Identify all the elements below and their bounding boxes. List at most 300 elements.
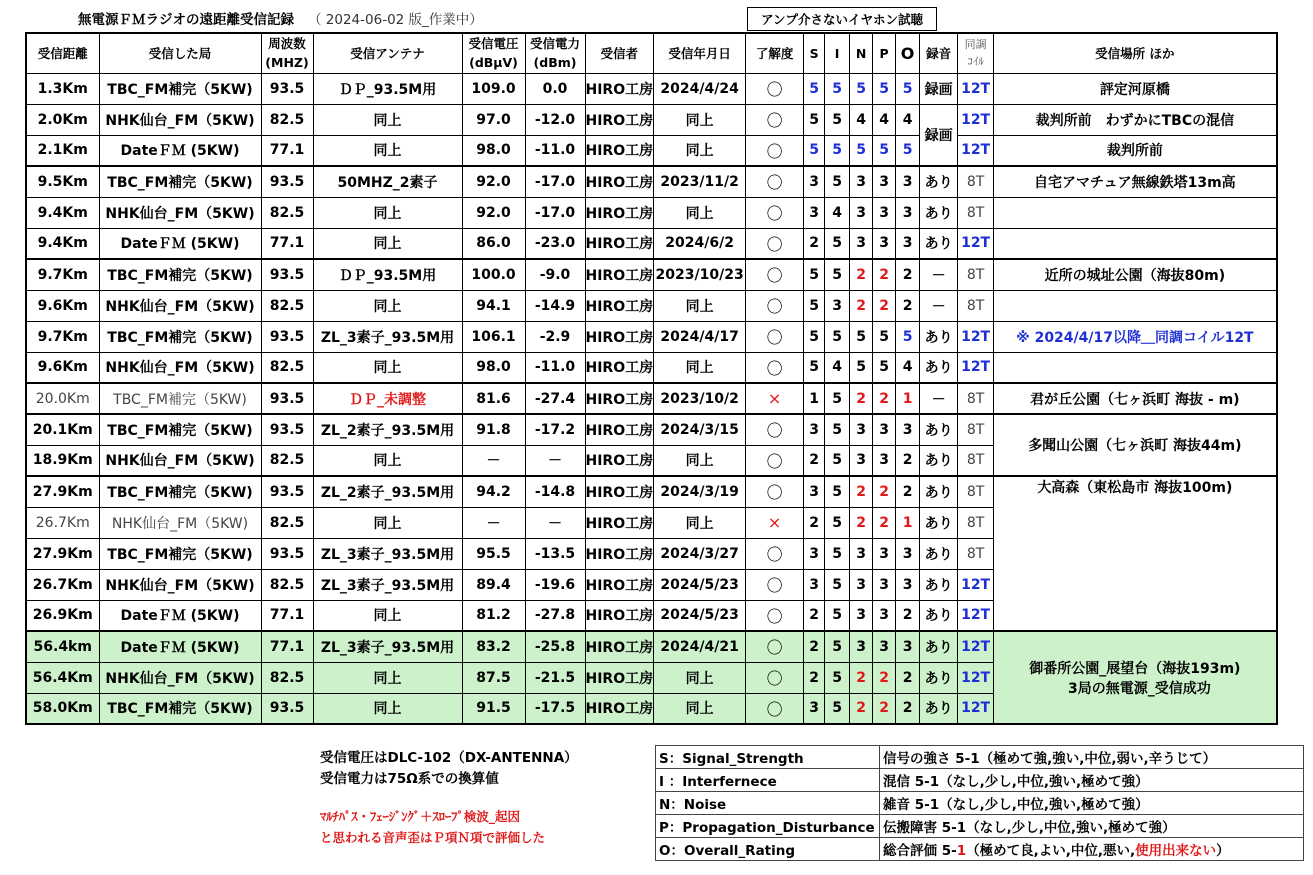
cell-coil: 8T: [958, 259, 994, 290]
cell-score-o: 2: [896, 600, 920, 631]
table-row: [26, 228, 1277, 259]
cell-voltage: 89.4: [462, 569, 525, 600]
version-text: （ 2024-06-02 版_作業中）: [308, 12, 483, 28]
legend-desc: 伝搬障害 5-1（なし,少し,中位,強い,極めて強）: [880, 815, 1304, 838]
cell-frequency: 77.1: [261, 600, 313, 631]
cell-score-s: 2: [804, 507, 825, 538]
cell-place: 君が丘公園（七ヶ浜町 海抜 - m): [994, 383, 1277, 414]
cell-score-i: 3: [825, 290, 850, 321]
cell-score-n: 5: [850, 321, 873, 352]
cell-score-p: 3: [873, 631, 896, 662]
legend-key: S：Signal_Strength: [656, 746, 880, 769]
cell-frequency: 82.5: [261, 445, 313, 476]
cell-station: NHK仙台_FM（5KW): [99, 445, 261, 476]
cell-receiver: HIRO工房: [585, 600, 654, 631]
cell-score-o: 2: [896, 693, 920, 724]
cell-power: -11.0: [525, 352, 585, 383]
cell-clarity: 〇: [746, 166, 804, 197]
cell-clarity: 〇: [746, 476, 804, 507]
cell-receiver: HIRO工房: [585, 631, 654, 662]
cell-score-o: 5: [896, 321, 920, 352]
cell-coil: 12T: [958, 569, 994, 600]
cell-score-n: 2: [850, 259, 873, 290]
cell-voltage: 92.0: [462, 197, 525, 228]
cell-distance: 20.1Km: [26, 414, 99, 445]
cell-power: -14.8: [525, 476, 585, 507]
cell-clarity: 〇: [746, 569, 804, 600]
cell-score-o: 2: [896, 662, 920, 693]
cell-score-s: 3: [804, 538, 825, 569]
cell-recording: あり: [920, 569, 958, 600]
place-line: 3局の無電源_受信成功: [1067, 680, 1211, 697]
cell-clarity: 〇: [746, 259, 804, 290]
cell-antenna: 同上: [313, 104, 462, 135]
cell-score-n: 5: [850, 135, 873, 166]
cell-voltage: －: [462, 507, 525, 538]
cell-receiver: HIRO工房: [585, 538, 654, 569]
cell-date: 同上: [654, 693, 746, 724]
cell-place: ※ 2024/4/17以降＿同調コイル12T: [994, 321, 1277, 352]
cell-coil: 12T: [958, 73, 994, 104]
cell-score-n: 3: [850, 631, 873, 662]
hdr-place: 受信場所 ほか: [994, 33, 1277, 73]
cell-voltage: 106.1: [462, 321, 525, 352]
cell-recording: －: [920, 259, 958, 290]
cell-score-s: 3: [804, 569, 825, 600]
cell-station: TBC_FM補完（5KW): [99, 538, 261, 569]
cell-score-i: 4: [825, 197, 850, 228]
cell-receiver: HIRO工房: [585, 383, 654, 414]
cell-receiver: HIRO工房: [585, 321, 654, 352]
cell-score-n: 3: [850, 414, 873, 445]
cell-score-o: 3: [896, 538, 920, 569]
note-line-3: ﾏﾙﾁﾊﾟｽ・ﾌｪｰｼﾞﾝｸﾞ＋ｽﾛｰﾌﾟ検波_起因: [320, 809, 521, 824]
cell-station: TBC_FM補完（5KW): [99, 414, 261, 445]
cell-distance: 2.1Km: [26, 135, 99, 166]
cell-power: -17.2: [525, 414, 585, 445]
cell-score-p: 2: [873, 383, 896, 414]
cell-station: DateＦＭ (5KW): [99, 228, 261, 259]
table-row: [26, 73, 1277, 104]
cell-power: -19.6: [525, 569, 585, 600]
cell-antenna: 同上: [313, 135, 462, 166]
cell-power: -11.0: [525, 135, 585, 166]
table-row: [26, 290, 1277, 321]
cell-power: -12.0: [525, 104, 585, 135]
cell-voltage: 87.5: [462, 662, 525, 693]
hdr-volt: 受信電圧 (dBμV): [462, 33, 525, 73]
cell-date: 同上: [654, 104, 746, 135]
table-row: [26, 414, 1277, 445]
cell-clarity: 〇: [746, 414, 804, 445]
cell-place: [994, 228, 1277, 259]
cell-station: TBC_FM補完（5KW): [99, 321, 261, 352]
cell-power: －: [525, 507, 585, 538]
table-row: [26, 104, 1277, 135]
cell-score-s: 5: [804, 135, 825, 166]
cell-frequency: 93.5: [261, 383, 313, 414]
legend-key: P：Propagation_Disturbance: [656, 815, 880, 838]
cell-recording: あり: [920, 321, 958, 352]
cell-station: NHK仙台_FM（5KW): [99, 507, 261, 538]
cell-coil: 8T: [958, 290, 994, 321]
table-row: [26, 321, 1277, 352]
cell-score-i: 5: [825, 383, 850, 414]
cell-frequency: 93.5: [261, 73, 313, 104]
cell-station: TBC_FM補完（5KW): [99, 73, 261, 104]
cell-power: -25.8: [525, 631, 585, 662]
cell-frequency: 77.1: [261, 228, 313, 259]
cell-score-n: 3: [850, 445, 873, 476]
cell-clarity: 〇: [746, 693, 804, 724]
title-text: 無電源ＦＭラジオの遠距離受信記録: [78, 12, 294, 28]
cell-score-p: 3: [873, 600, 896, 631]
cell-antenna: ＤＰ_93.5M用: [313, 73, 462, 104]
cell-score-i: 5: [825, 538, 850, 569]
hdr-n: N: [850, 33, 873, 73]
cell-score-s: 3: [804, 414, 825, 445]
legend-row: [656, 838, 1304, 861]
cell-score-i: 5: [825, 228, 850, 259]
cell-clarity: 〇: [746, 290, 804, 321]
cell-date: 同上: [654, 507, 746, 538]
hdr-receiver: 受信者: [585, 33, 654, 73]
cell-score-o: 3: [896, 197, 920, 228]
cell-receiver: HIRO工房: [585, 507, 654, 538]
cell-coil: 12T: [958, 135, 994, 166]
cell-receiver: HIRO工房: [585, 569, 654, 600]
cell-frequency: 93.5: [261, 259, 313, 290]
legend-table: [655, 745, 1304, 861]
cell-score-p: 5: [873, 135, 896, 166]
cell-score-i: 5: [825, 600, 850, 631]
cell-distance: 9.7Km: [26, 259, 99, 290]
cell-antenna: ZL_2素子_93.5M用: [313, 414, 462, 445]
cell-score-n: 3: [850, 569, 873, 600]
cell-score-s: 5: [804, 352, 825, 383]
cell-station: TBC_FM補完（5KW): [99, 383, 261, 414]
note-line-1: 受信電圧はDLC-102（DX-ANTENNA）: [320, 750, 578, 766]
cell-distance: 1.3Km: [26, 73, 99, 104]
cell-clarity: 〇: [746, 104, 804, 135]
cell-score-o: 4: [896, 352, 920, 383]
table-row: [26, 197, 1277, 228]
cell-frequency: 82.5: [261, 197, 313, 228]
cell-antenna: 同上: [313, 197, 462, 228]
cell-score-i: 5: [825, 507, 850, 538]
cell-score-s: 2: [804, 631, 825, 662]
cell-score-i: 5: [825, 445, 850, 476]
cell-coil: 12T: [958, 104, 994, 135]
cell-date: 2023/11/2: [654, 166, 746, 197]
cell-distance: 26.7Km: [26, 507, 99, 538]
amp-header: アンプ介さないイヤホン試聴: [747, 7, 937, 31]
cell-coil: 12T: [958, 352, 994, 383]
cell-receiver: HIRO工房: [585, 104, 654, 135]
cell-score-p: 3: [873, 197, 896, 228]
notes-block: [320, 748, 578, 848]
cell-antenna: 同上: [313, 228, 462, 259]
cell-place: 自宅アマチュア無線鉄塔13m高: [994, 166, 1277, 197]
cell-frequency: 82.5: [261, 507, 313, 538]
legend-row: [656, 792, 1304, 815]
page-title: [78, 8, 483, 28]
cell-recording: あり: [920, 414, 958, 445]
cell-voltage: 86.0: [462, 228, 525, 259]
cell-distance: 9.5Km: [26, 166, 99, 197]
cell-score-o: 4: [896, 104, 920, 135]
cell-voltage: 83.2: [462, 631, 525, 662]
cell-power: －: [525, 445, 585, 476]
cell-score-s: 5: [804, 73, 825, 104]
cell-recording: あり: [920, 166, 958, 197]
cell-place: 多聞山公園（七ヶ浜町 海抜44m): [994, 414, 1277, 476]
cell-score-p: 2: [873, 662, 896, 693]
table-row: [26, 259, 1277, 290]
cell-receiver: HIRO工房: [585, 290, 654, 321]
cell-antenna: ZL_3素子_93.5M用: [313, 321, 462, 352]
cell-voltage: 97.0: [462, 104, 525, 135]
cell-clarity: 〇: [746, 538, 804, 569]
cell-place: 評定河原橋: [994, 73, 1277, 104]
cell-score-o: 3: [896, 414, 920, 445]
cell-coil: 12T: [958, 693, 994, 724]
cell-date: 同上: [654, 662, 746, 693]
cell-distance: 27.9Km: [26, 538, 99, 569]
cell-score-s: 2: [804, 445, 825, 476]
cell-receiver: HIRO工房: [585, 693, 654, 724]
cell-date: 2024/5/23: [654, 569, 746, 600]
cell-antenna: ZL_3素子_93.5M用: [313, 631, 462, 662]
cell-coil: 8T: [958, 507, 994, 538]
cell-place: 裁判所前 わずかにTBCの混信: [994, 104, 1277, 135]
cell-place: 大高森（東松島市 海抜100m): [994, 476, 1277, 631]
cell-frequency: 77.1: [261, 631, 313, 662]
cell-frequency: 82.5: [261, 104, 313, 135]
cell-score-i: 5: [825, 259, 850, 290]
cell-recording: あり: [920, 538, 958, 569]
cell-recording: あり: [920, 352, 958, 383]
cell-power: -27.4: [525, 383, 585, 414]
cell-antenna: ZL_3素子_93.5M用: [313, 569, 462, 600]
cell-distance: 9.6Km: [26, 352, 99, 383]
cell-score-i: 5: [825, 693, 850, 724]
cell-score-n: 2: [850, 383, 873, 414]
cell-distance: 9.4Km: [26, 197, 99, 228]
hdr-clarity: 了解度: [746, 33, 804, 73]
cell-distance: 20.0Km: [26, 383, 99, 414]
hdr-antenna: 受信アンテナ: [313, 33, 462, 73]
cell-recording: あり: [920, 445, 958, 476]
cell-voltage: 100.0: [462, 259, 525, 290]
cell-score-p: 2: [873, 476, 896, 507]
cell-clarity: 〇: [746, 352, 804, 383]
cell-score-o: 2: [896, 259, 920, 290]
cell-clarity: 〇: [746, 197, 804, 228]
cell-score-p: 2: [873, 290, 896, 321]
legend-row: [656, 769, 1304, 792]
cell-date: 同上: [654, 290, 746, 321]
cell-frequency: 93.5: [261, 476, 313, 507]
cell-distance: 56.4Km: [26, 662, 99, 693]
cell-score-o: 3: [896, 631, 920, 662]
header-row: [26, 33, 1277, 73]
cell-voltage: 81.6: [462, 383, 525, 414]
table-row: [26, 631, 1277, 662]
cell-score-n: 3: [850, 538, 873, 569]
cell-frequency: 82.5: [261, 662, 313, 693]
cell-station: NHK仙台_FM（5KW): [99, 197, 261, 228]
cell-score-i: 5: [825, 166, 850, 197]
cell-score-o: 3: [896, 569, 920, 600]
cell-score-o: 3: [896, 166, 920, 197]
cell-score-n: 2: [850, 662, 873, 693]
cell-score-n: 3: [850, 197, 873, 228]
cell-antenna: 同上: [313, 290, 462, 321]
cell-score-p: 3: [873, 414, 896, 445]
cell-distance: 56.4km: [26, 631, 99, 662]
cell-recording: あり: [920, 631, 958, 662]
cell-score-o: 1: [896, 383, 920, 414]
cell-score-s: 3: [804, 197, 825, 228]
legend-row: [656, 746, 1304, 769]
cell-score-o: 2: [896, 445, 920, 476]
cell-score-i: 5: [825, 321, 850, 352]
cell-score-s: 3: [804, 693, 825, 724]
cell-date: 同上: [654, 197, 746, 228]
cell-clarity: 〇: [746, 321, 804, 352]
cell-antenna: 同上: [313, 600, 462, 631]
legend-key: I ：Interfernece: [656, 769, 880, 792]
cell-score-o: 5: [896, 135, 920, 166]
cell-score-i: 5: [825, 569, 850, 600]
hdr-rec: 録音: [920, 33, 958, 73]
cell-clarity: 〇: [746, 228, 804, 259]
cell-frequency: 93.5: [261, 414, 313, 445]
cell-score-p: 5: [873, 73, 896, 104]
cell-antenna: 同上: [313, 352, 462, 383]
cell-score-i: 5: [825, 662, 850, 693]
legend-desc: 混信 5-1（なし,少し,中位,強い,極めて強）: [880, 769, 1304, 792]
cell-score-s: 3: [804, 476, 825, 507]
hdr-dist: 受信距離: [26, 33, 99, 73]
cell-station: DateＦＭ (5KW): [99, 600, 261, 631]
hdr-freq: 周波数 (MHZ): [261, 33, 313, 73]
legend-desc: 総合評価 5-1（極めて良,よい,中位,悪い,使用出来ない）: [880, 838, 1304, 861]
legend-row: [656, 815, 1304, 838]
cell-score-s: 5: [804, 259, 825, 290]
place-line: 御番所公園_展望台（海抜193m): [1029, 660, 1241, 677]
note-line-2: 受信電力は75Ω系での換算値: [320, 771, 499, 787]
cell-score-o: 2: [896, 290, 920, 321]
cell-score-s: 2: [804, 600, 825, 631]
cell-date: 2024/3/27: [654, 538, 746, 569]
hdr-s: S: [804, 33, 825, 73]
cell-score-i: 5: [825, 414, 850, 445]
cell-clarity: ×: [746, 507, 804, 538]
cell-frequency: 93.5: [261, 693, 313, 724]
cell-clarity: 〇: [746, 662, 804, 693]
cell-score-n: 5: [850, 352, 873, 383]
hdr-date: 受信年月日: [654, 33, 746, 73]
cell-frequency: 93.5: [261, 166, 313, 197]
reception-table: [25, 32, 1278, 725]
cell-distance: 18.9Km: [26, 445, 99, 476]
legend-desc: 雑音 5-1（なし,少し,中位,強い,極めて強）: [880, 792, 1304, 815]
cell-recording: あり: [920, 228, 958, 259]
legend-key: N：Noise: [656, 792, 880, 815]
cell-date: 2024/3/15: [654, 414, 746, 445]
legend-desc: 信号の強さ 5-1（極めて強,強い,中位,弱い,辛うじて）: [880, 746, 1304, 769]
cell-distance: 9.7Km: [26, 321, 99, 352]
cell-antenna: 50MHZ_2素子: [313, 166, 462, 197]
cell-receiver: HIRO工房: [585, 662, 654, 693]
cell-score-n: 3: [850, 228, 873, 259]
cell-recording: あり: [920, 476, 958, 507]
cell-voltage: 81.2: [462, 600, 525, 631]
cell-coil: 8T: [958, 445, 994, 476]
cell-station: TBC_FM補完（5KW): [99, 259, 261, 290]
table-body: [26, 73, 1277, 724]
cell-score-n: 2: [850, 507, 873, 538]
cell-antenna: ZL_2素子_93.5M用: [313, 476, 462, 507]
cell-antenna: 同上: [313, 445, 462, 476]
cell-date: 同上: [654, 352, 746, 383]
cell-receiver: HIRO工房: [585, 259, 654, 290]
cell-score-s: 1: [804, 383, 825, 414]
cell-station: TBC_FM補完（5KW): [99, 693, 261, 724]
cell-coil: 8T: [958, 197, 994, 228]
cell-score-p: 5: [873, 321, 896, 352]
cell-coil: 12T: [958, 321, 994, 352]
cell-place: 近所の城址公園（海抜80m): [994, 259, 1277, 290]
note-line-4: と思われる音声歪はＰ項Ｎ項で評価した: [320, 830, 546, 845]
cell-distance: 26.7Km: [26, 569, 99, 600]
cell-power: -21.5: [525, 662, 585, 693]
table-row: [26, 476, 1277, 507]
cell-receiver: HIRO工房: [585, 414, 654, 445]
cell-recording: －: [920, 383, 958, 414]
cell-voltage: 98.0: [462, 135, 525, 166]
cell-receiver: HIRO工房: [585, 197, 654, 228]
cell-power: -9.0: [525, 259, 585, 290]
cell-power: -27.8: [525, 600, 585, 631]
cell-recording: あり: [920, 693, 958, 724]
cell-frequency: 82.5: [261, 352, 313, 383]
cell-date: 2024/4/17: [654, 321, 746, 352]
cell-date: 同上: [654, 445, 746, 476]
cell-power: -14.9: [525, 290, 585, 321]
cell-score-p: 3: [873, 538, 896, 569]
legend-key: O：Overall_Rating: [656, 838, 880, 861]
cell-receiver: HIRO工房: [585, 445, 654, 476]
cell-date: 2024/3/19: [654, 476, 746, 507]
cell-station: TBC_FM補完（5KW): [99, 476, 261, 507]
cell-recording: あり: [920, 197, 958, 228]
cell-date: 2023/10/2: [654, 383, 746, 414]
cell-date: 同上: [654, 135, 746, 166]
cell-station: NHK仙台_FM（5KW): [99, 104, 261, 135]
cell-score-s: 2: [804, 662, 825, 693]
cell-receiver: HIRO工房: [585, 73, 654, 104]
cell-score-p: 3: [873, 569, 896, 600]
cell-score-n: 4: [850, 104, 873, 135]
cell-station: DateＦＭ (5KW): [99, 631, 261, 662]
cell-score-o: 3: [896, 228, 920, 259]
hdr-power: 受信電力 (dBm): [525, 33, 585, 73]
cell-antenna: ＤＰ_93.5M用: [313, 259, 462, 290]
cell-receiver: HIRO工房: [585, 228, 654, 259]
